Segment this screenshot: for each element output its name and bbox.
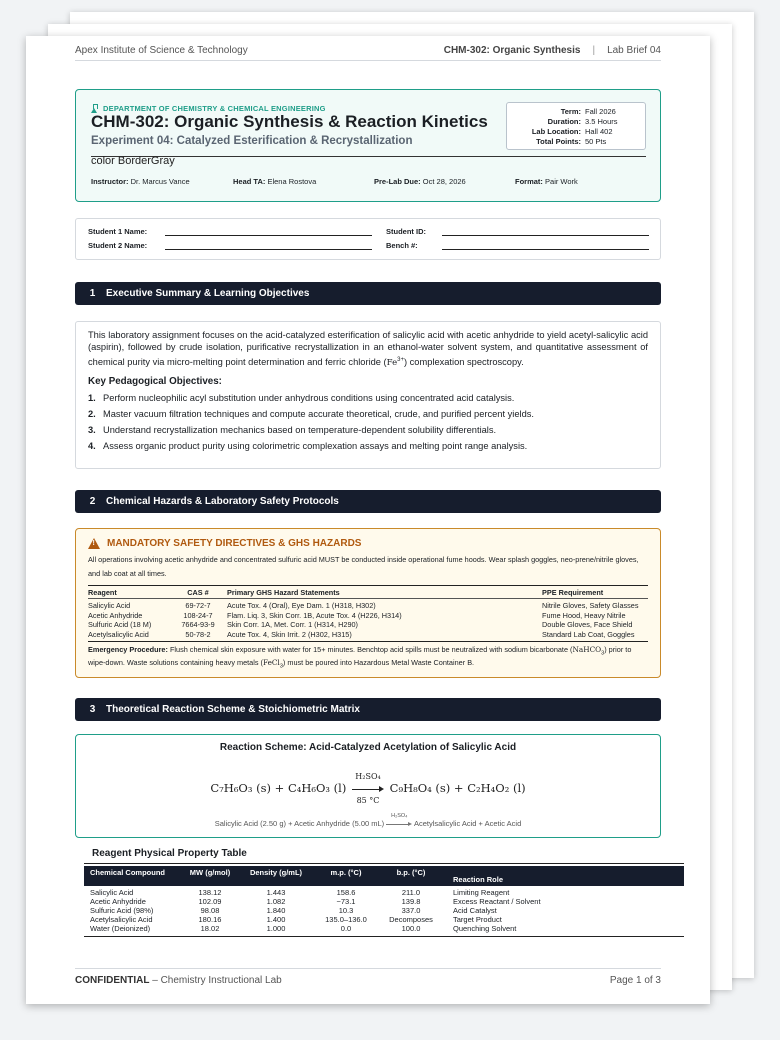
institute-name: Apex Institute of Science & Technology: [75, 45, 248, 56]
objective-text: Master vacuum filtration techniques and compute accurate theoretical, crude, and purified percent yields.: [103, 409, 534, 420]
running-footer: [75, 968, 661, 986]
due-value: Oct 28, 2026: [422, 177, 466, 186]
course-meta-row: [91, 177, 646, 186]
ferric-chloride-formula: FeCl: [262, 658, 280, 668]
table-row: [88, 611, 648, 621]
cell: Sulfuric Acid (18 M): [88, 620, 152, 629]
summary-paragraph: [88, 329, 648, 369]
cell: 69-72-7: [185, 601, 211, 610]
term-value: Fall 2026: [585, 107, 616, 116]
section-3-title: Theoretical Reaction Scheme & Stoichiometric Matrix: [106, 704, 360, 715]
reaction-equation: [76, 772, 660, 805]
col-reagent: Reagent: [88, 588, 117, 597]
header-brief: Lab Brief 04: [607, 45, 661, 56]
section-3-number: 3: [89, 704, 96, 715]
location-label: Lab Location:: [531, 127, 581, 136]
cell: Limiting Reagent: [453, 888, 510, 897]
ta-label: Head TA:: [233, 177, 266, 186]
running-header: [75, 45, 661, 61]
executive-summary: [75, 321, 661, 469]
document-page: [26, 36, 710, 1004]
cell: Sulfuric Acid (98%): [90, 906, 154, 915]
cell: Target Product: [453, 915, 502, 924]
section-1-number: 1: [89, 288, 96, 299]
objective-number: 1.: [88, 393, 96, 404]
experiment-subtitle: Experiment 04: Catalyzed Esterification & Recrystallization: [91, 135, 413, 147]
student2-name-field[interactable]: [165, 249, 372, 250]
reaction-scheme-box: [75, 734, 661, 838]
section-1-title: Executive Summary & Learning Objectives: [106, 288, 310, 299]
student2-label: Student 2 Name:: [88, 241, 148, 250]
header-course: CHM-302: Organic Synthesis: [443, 45, 581, 56]
property-table: [84, 863, 684, 937]
col-role: Reaction Role: [453, 875, 504, 884]
cell: Skin Corr. 1A, Met. Corr. 1 (H314, H290): [227, 620, 358, 629]
cell: Nitrile Gloves, Safety Glasses: [542, 601, 639, 610]
instructor-value: Dr. Marcus Vance: [130, 177, 190, 186]
warning-triangle-icon: [88, 538, 100, 549]
table-row: [84, 924, 684, 933]
student1-name-field[interactable]: [165, 235, 372, 236]
section-2-number: 2: [89, 496, 96, 507]
property-table-header: [84, 866, 684, 886]
table-row: [84, 888, 684, 897]
objective-text: Assess organic product purity using colorimetric complexation assays and melting point range analysis.: [103, 441, 528, 452]
scheme-title: Reaction Scheme: Acid-Catalyzed Acetylation of Salicylic Acid: [219, 742, 517, 753]
objective-text: Understand recrystallization mechanics based on temperature-dependent solubility differentials.: [103, 425, 497, 436]
cell: Acetylsalicylic Acid: [88, 629, 149, 639]
summary-text-a: This laboratory assignment focuses on the acid-catalyzed esterification of salicylic acid with acetic anhydride to yield acetyl-salicylic acid (aspirin), followed by crude isolation, purificative recrystallization in an ethanol-water solvent system, and quantitative assessment of chemical purity via micro-melting point determination and ferric chloride (: [88, 330, 648, 367]
duration-label: Duration:: [547, 117, 581, 126]
warning-title-text: MANDATORY SAFETY DIRECTIVES & GHS HAZARDS: [107, 538, 362, 549]
cell: 139.8: [401, 897, 421, 906]
term-label: Term:: [560, 107, 581, 116]
duration-value: 3.5 Hours: [585, 117, 618, 126]
cell: 18.02: [200, 924, 220, 933]
cell: 1.000: [266, 924, 286, 933]
table-row: [88, 620, 648, 630]
points-value: 50 Pts: [585, 137, 607, 146]
hazard-table-body: [88, 599, 648, 642]
emergency-text-a: Flush chemical skin exposure with water for 15+ minutes. Benchtop acid spills must be neutralized with sodium bicarbonate (: [169, 645, 573, 654]
course-title: CHM-302: Organic Synthesis & Reaction Kinetics: [91, 112, 488, 131]
cell: 102.09: [198, 897, 222, 906]
cell: 1.443: [266, 888, 286, 897]
col-mw: MW (g/mol): [189, 868, 231, 877]
format-label: Format:: [515, 177, 543, 186]
ferric-chloride-subscript: 3: [279, 663, 283, 670]
cell: 1.082: [266, 897, 286, 906]
word-products: Acetylsalicylic Acid + Acetic Acid: [413, 819, 522, 828]
cell: 108-24-7: [183, 610, 213, 620]
objectives-heading: Key Pedagogical Objectives:: [88, 375, 222, 387]
list-item: [88, 438, 648, 454]
bicarbonate-formula: NaHCO: [572, 645, 602, 654]
confidential-label: CONFIDENTIAL: [75, 975, 150, 986]
student1-label: Student 1 Name:: [88, 227, 148, 236]
cell: 98.08: [200, 906, 220, 915]
render-artifact-text: color BorderGray: [91, 155, 175, 167]
catalyst-label: H₂SO₄: [355, 772, 381, 781]
bench-label: Bench #:: [386, 241, 418, 250]
student-info-block: [75, 218, 661, 260]
cell: Acetylsalicylic Acid: [90, 915, 153, 924]
cell: Acute Tox. 4 (Oral), Eye Dam. 1 (H318, H302): [227, 601, 376, 610]
cell: 1.840: [266, 906, 286, 915]
warning-title: [88, 538, 361, 549]
bicarbonate-subscript: 3: [601, 650, 605, 657]
emergency-text-c: ) must be poured into Hazardous Metal Waste Container B.: [282, 658, 475, 668]
table-row: [84, 897, 684, 906]
reaction-arrow-icon: [352, 772, 384, 805]
cell: Excess Reactant / Solvent: [453, 897, 541, 906]
cell: Double Gloves, Face Shield: [542, 620, 633, 629]
objective-text: Perform nucleophilic acyl substitution under anhydrous conditions using concentrated acid catalysis.: [103, 393, 515, 404]
cell: −73.1: [336, 897, 356, 906]
cell: Decomposes: [389, 915, 433, 924]
bench-field[interactable]: [442, 249, 649, 250]
word-catalyst: H₂SO₄: [391, 813, 408, 820]
col-ghs: Primary GHS Hazard Statements: [227, 588, 340, 597]
hazard-table-header: [88, 586, 648, 599]
cell: 180.16: [198, 915, 222, 924]
table-row: [84, 915, 684, 924]
objective-number: 4.: [88, 441, 96, 452]
cell: Standard Lab Coat, Goggles: [542, 629, 635, 639]
student-id-label: Student ID:: [386, 227, 426, 236]
equation-products: C₉H₈O₄ (s) + C₂H₄O₂ (l): [389, 781, 526, 795]
objective-number: 2.: [88, 409, 96, 420]
cell: Acetic Anhydride: [88, 610, 143, 620]
word-arrow-icon: [386, 813, 412, 828]
cell: Quenching Solvent: [453, 924, 517, 933]
location-value: Hall 402: [585, 127, 613, 136]
list-item: [88, 422, 648, 438]
ta-value: Elena Rostova: [267, 177, 317, 186]
cell: 135.0–136.0: [325, 915, 367, 924]
col-cas: CAS #: [187, 588, 209, 597]
cell: Acute Tox. 4, Skin Irrit. 2 (H302, H315): [227, 629, 352, 639]
title-block: [75, 89, 661, 202]
cell: 10.3: [338, 906, 354, 915]
cell: Acid Catalyst: [453, 906, 497, 915]
cell: Fume Hood, Heavy Nitrile: [542, 610, 626, 620]
col-compound: Chemical Compound: [90, 868, 166, 877]
cell: 7664-93-9: [181, 620, 215, 629]
student-id-field[interactable]: [442, 235, 649, 236]
cell: Salicylic Acid: [88, 601, 131, 610]
instructor-label: Instructor:: [91, 177, 129, 186]
cell: Flam. Liq. 3, Skin Corr. 1B, Acute Tox. 4 (H226, H314): [227, 610, 402, 620]
due-label: Pre-Lab Due:: [374, 177, 421, 186]
hazard-table: [88, 585, 648, 642]
property-table-title: Reagent Physical Property Table: [92, 848, 247, 859]
list-item: [88, 390, 648, 406]
ferric-ion: Fe: [386, 357, 398, 368]
word-reactants: Salicylic Acid (2.50 g) + Acetic Anhydride (5.00 mL): [214, 819, 385, 828]
word-equation: [76, 813, 660, 828]
cell: 100.0: [401, 924, 421, 933]
col-ppe: PPE Requirement: [542, 588, 604, 597]
cell: 0.0: [340, 924, 352, 933]
section-2-heading: [75, 490, 661, 513]
warning-text: All operations involving acetic anhydride and concentrated sulfuric acid MUST be conducted inside operational fume hoods. Wear splash goggles, neo-prene/nitrile gloves, and lab coat at all times.: [88, 555, 639, 578]
cell: 50-78-2: [185, 629, 211, 639]
cell: 337.0: [401, 906, 421, 915]
header-separator: |: [592, 45, 596, 56]
emergency-procedure: [88, 645, 648, 672]
col-density: Density (g/mL): [249, 868, 303, 877]
emergency-text-b: ) prior to wipe-down. Waste solutions containing heavy metals (: [88, 645, 632, 668]
safety-warning-box: [75, 528, 661, 678]
cell: 1.400: [266, 915, 286, 924]
list-item: [88, 406, 648, 422]
department-name: DEPARTMENT OF CHEMISTRY & CHEMICAL ENGINEERING: [103, 104, 326, 113]
table-row: [88, 630, 648, 640]
page-number: Page 1 of 3: [609, 975, 661, 986]
summary-text-b: ) complexation spectroscopy.: [403, 356, 524, 367]
table-row: [84, 906, 684, 915]
cell: Salicylic Acid: [90, 888, 134, 897]
cell: Acetic Anhydride: [90, 897, 146, 906]
objective-number: 3.: [88, 425, 96, 436]
cell: 138.12: [198, 888, 222, 897]
section-1-heading: [75, 282, 661, 305]
property-table-body: [84, 886, 684, 937]
points-label: Total Points:: [536, 137, 581, 146]
footer-text: – Chemistry Instructional Lab: [149, 975, 282, 986]
col-mp: m.p. (°C): [330, 868, 362, 877]
cell: 158.6: [336, 888, 356, 897]
temperature-label: 85 °C: [356, 796, 380, 805]
objectives-list: [88, 390, 648, 454]
format-value: Pair Work: [545, 177, 578, 186]
emergency-label: Emergency Procedure:: [88, 645, 168, 654]
col-bp: b.p. (°C): [396, 868, 426, 877]
section-3-heading: [75, 698, 661, 721]
cell: 211.0: [401, 888, 421, 897]
equation-reactants: C₇H₆O₃ (s) + C₄H₆O₃ (l): [210, 781, 347, 795]
cell: Water (Deionized): [90, 924, 151, 933]
ferric-charge: 3+: [397, 356, 404, 363]
course-info-box: [506, 102, 646, 150]
table-row: [88, 601, 648, 611]
section-2-title: Chemical Hazards & Laboratory Safety Protocols: [106, 496, 339, 507]
